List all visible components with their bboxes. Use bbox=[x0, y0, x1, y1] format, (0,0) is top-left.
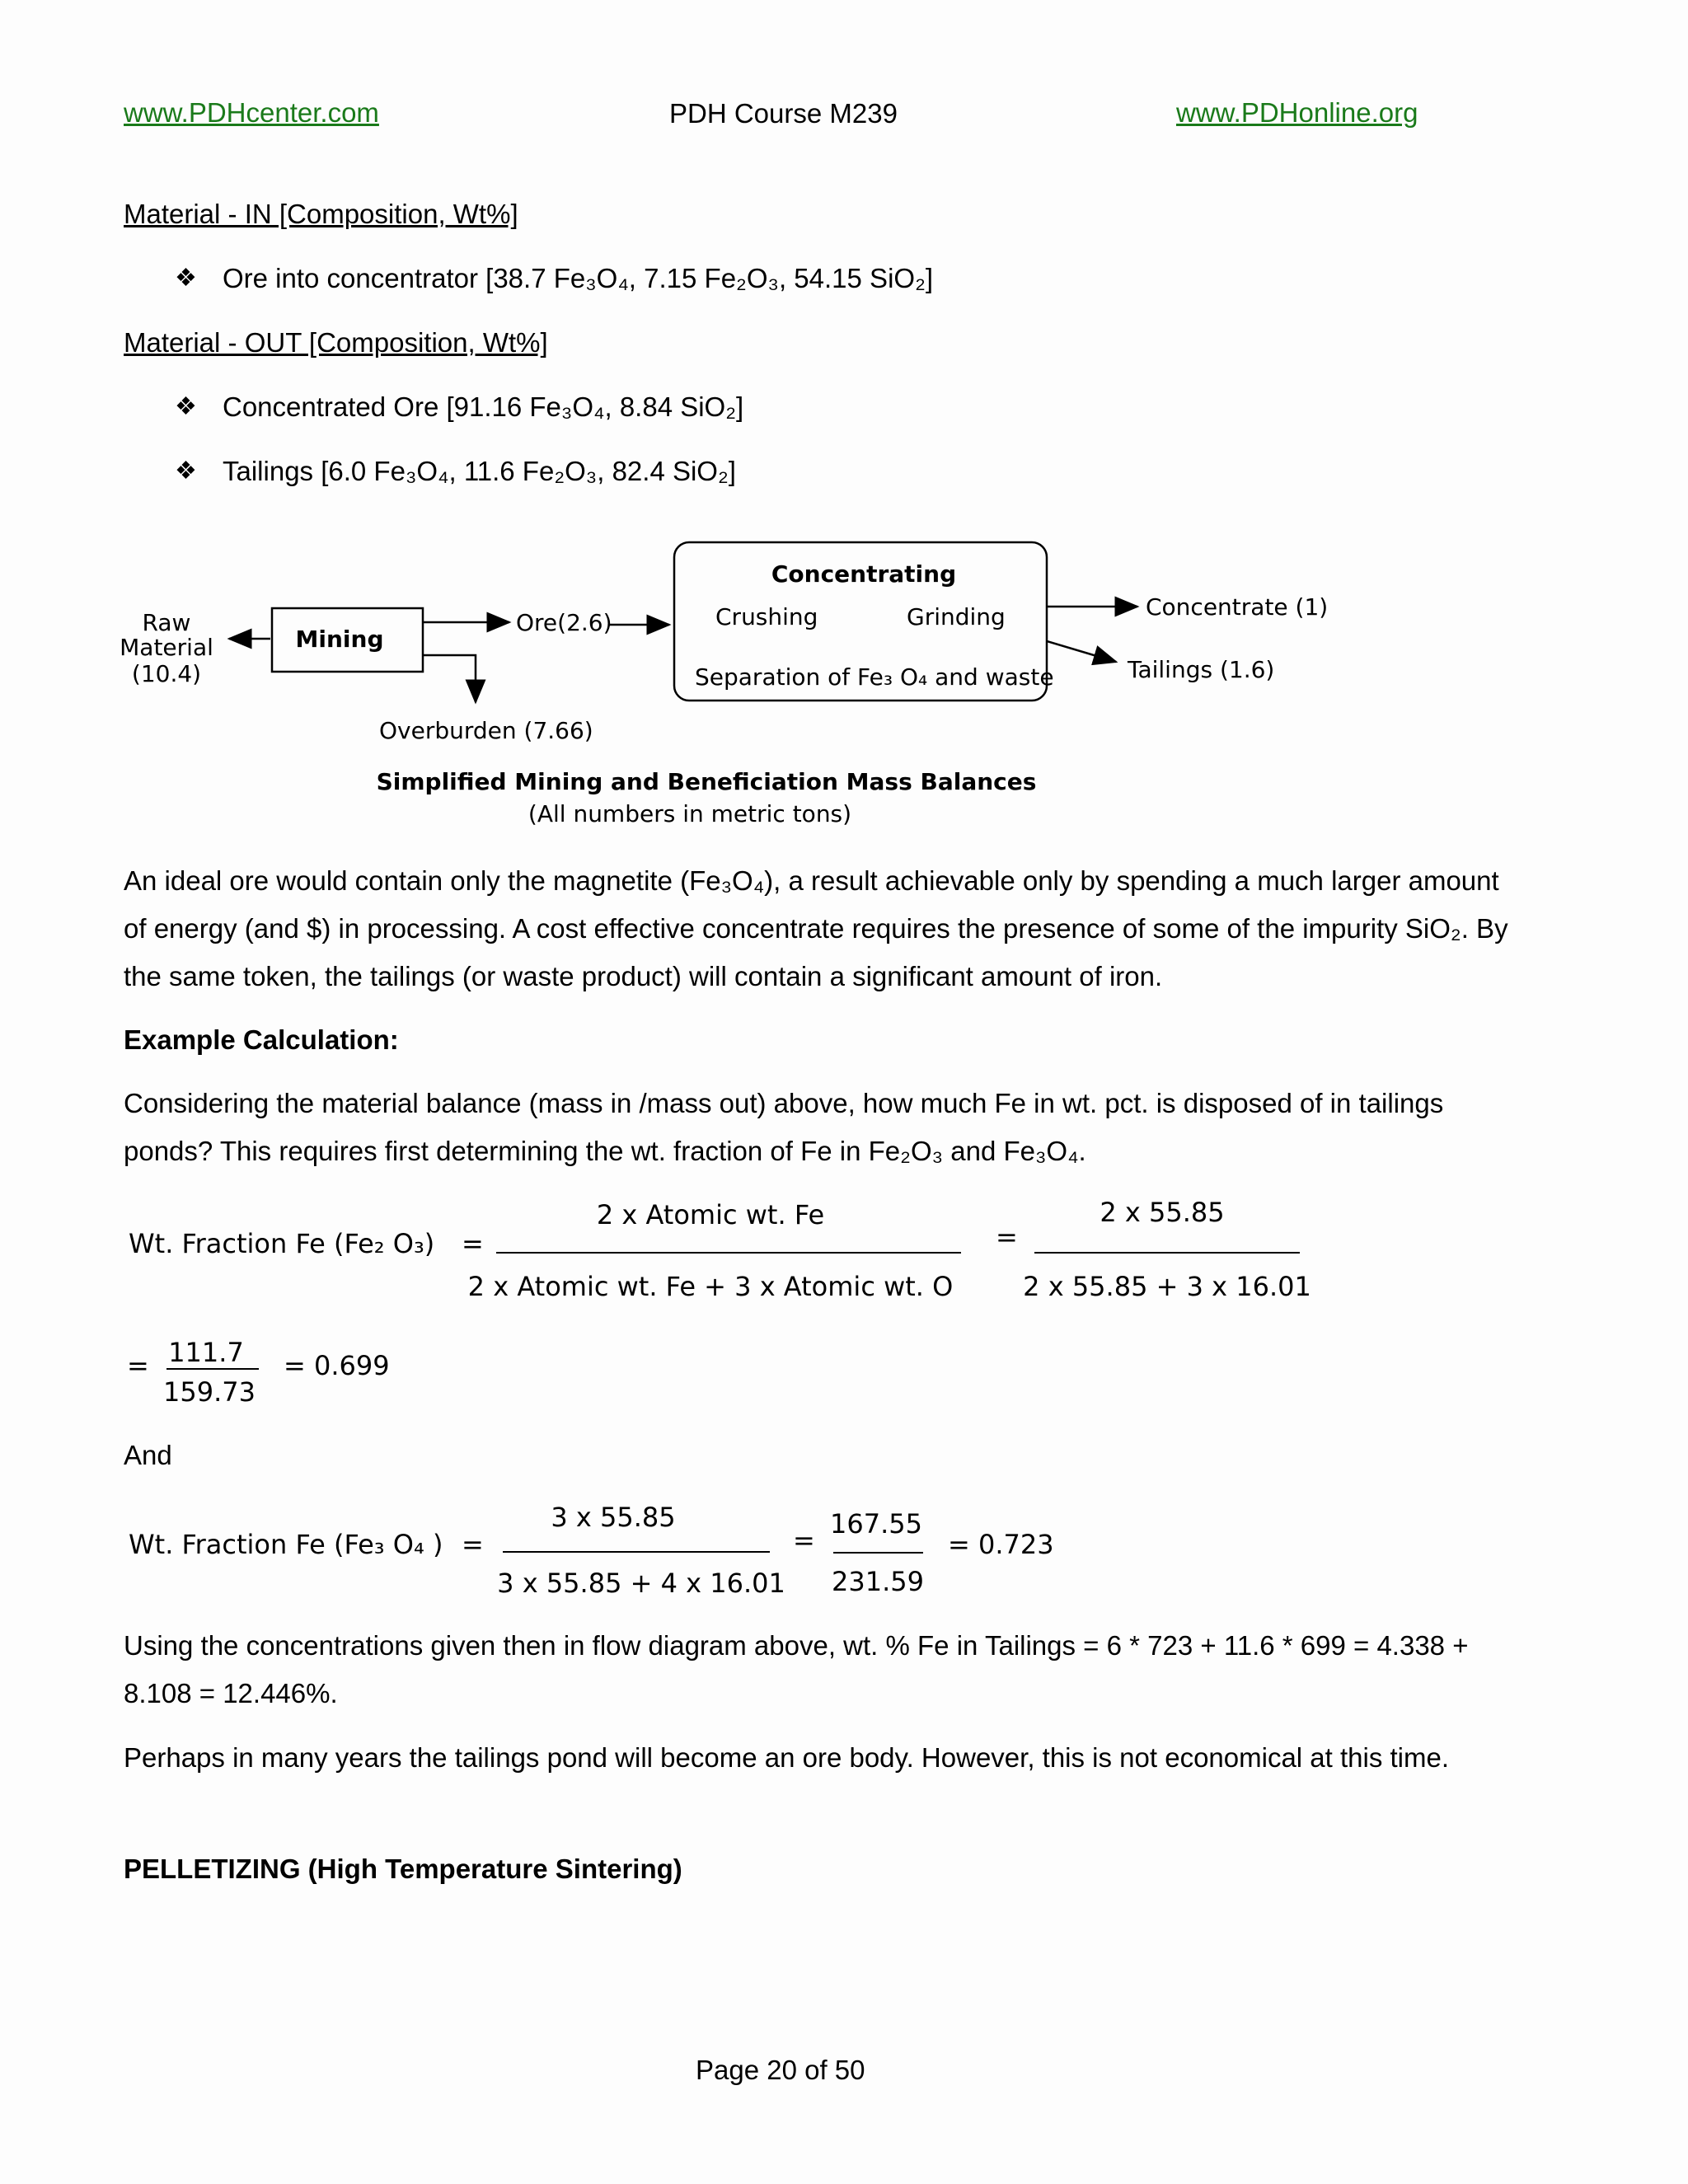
raw-material-value: (10.4) bbox=[131, 660, 202, 687]
material-in-heading: Material - IN [Composition, Wt%] bbox=[124, 199, 518, 229]
equals-sign: = bbox=[996, 1221, 1018, 1253]
fraction-numerator: 111.7 bbox=[168, 1337, 244, 1368]
equation-result: = 0.723 bbox=[948, 1529, 1054, 1560]
figure-subcaption: (All numbers in metric tons) bbox=[528, 800, 852, 827]
bullet-icon: ❖ bbox=[175, 393, 197, 420]
raw-material-label: Material bbox=[120, 634, 213, 661]
paragraph: Perhaps in many years the tailings pond will become an ore body. However, this is not economical at this time. bbox=[124, 1742, 1450, 1773]
and-text: And bbox=[124, 1440, 172, 1470]
ore-label: Ore(2.6) bbox=[516, 609, 612, 636]
grinding-label: Grinding bbox=[907, 603, 1006, 630]
example-heading: Example Calculation: bbox=[124, 1024, 399, 1055]
equals-sign: = bbox=[127, 1350, 149, 1381]
equation-fe3o4 bbox=[0, 1500, 1688, 1615]
pelletizing-heading: PELLETIZING (High Temperature Sintering) bbox=[124, 1854, 682, 1884]
material-out-item: Tailings [6.0 Fe₃O₄, 11.6 Fe₂O₃, 82.4 SiO₂] bbox=[223, 456, 736, 486]
equation-result: = 0.699 bbox=[284, 1350, 390, 1381]
material-out-item: Concentrated Ore [91.16 Fe₃O₄, 8.84 SiO₂] bbox=[223, 391, 744, 422]
fraction-denominator: 231.59 bbox=[832, 1566, 924, 1597]
material-in-item: Ore into concentrator [38.7 Fe₃O₄, 7.15 Fe₂O₃, 54.15 SiO₂] bbox=[223, 263, 934, 293]
bullet-icon: ❖ bbox=[175, 265, 197, 292]
equals-sign: = bbox=[462, 1529, 484, 1560]
fraction-denominator: 159.73 bbox=[163, 1376, 256, 1408]
material-out-heading: Material - OUT [Composition, Wt%] bbox=[124, 327, 548, 358]
fraction-numerator: 167.55 bbox=[830, 1508, 922, 1540]
fraction-numerator: 2 x Atomic wt. Fe bbox=[596, 1199, 825, 1230]
arrow bbox=[1047, 641, 1116, 662]
fraction-denominator: 2 x Atomic wt. Fe + 3 x Atomic wt. O bbox=[467, 1271, 954, 1302]
arrow bbox=[423, 655, 476, 702]
equation-lhs: Wt. Fraction Fe (Fe₃ O₄ ) bbox=[129, 1529, 443, 1560]
crushing-label: Crushing bbox=[715, 603, 818, 630]
equation-fe2o3 bbox=[0, 1187, 1688, 1418]
header-left-link[interactable]: www.PDHcenter.com bbox=[124, 97, 379, 128]
fraction-numerator: 3 x 55.85 bbox=[551, 1502, 676, 1533]
fraction-denominator: 3 x 55.85 + 4 x 16.01 bbox=[497, 1568, 785, 1599]
fraction-numerator: 2 x 55.85 bbox=[1100, 1197, 1225, 1228]
overburden-label: Overburden (7.66) bbox=[379, 717, 593, 744]
page-number: Page 20 of 50 bbox=[696, 2055, 865, 2085]
equals-sign: = bbox=[462, 1228, 484, 1259]
mass-balance-diagram bbox=[0, 527, 1688, 841]
separation-label: Separation of Fe₃ O₄ and waste bbox=[695, 663, 1054, 691]
bullet-icon: ❖ bbox=[175, 457, 197, 485]
concentrating-label: Concentrating bbox=[771, 560, 957, 588]
tailings-label: Tailings (1.6) bbox=[1128, 656, 1275, 683]
fraction-denominator: 2 x 55.85 + 3 x 16.01 bbox=[1023, 1271, 1311, 1302]
equation-lhs: Wt. Fraction Fe (Fe₂ O₃) bbox=[129, 1228, 435, 1259]
course-title: PDH Course M239 bbox=[669, 98, 898, 129]
concentrate-label: Concentrate (1) bbox=[1146, 593, 1329, 621]
figure-caption: Simplified Mining and Beneficiation Mass Balances bbox=[376, 768, 1037, 795]
paragraph: An ideal ore would contain only the magnetite (Fe₃O₄), a result achievable only by spending a much larger amount of energy (and $) in processing. A cost effective concentrate requires the presence of some of the impurity SiO₂. By the same token, the tailings (or waste product) will contain a significant amount of iron. bbox=[124, 865, 1508, 991]
mining-label: Mining bbox=[295, 626, 384, 653]
paragraph: Considering the material balance (mass in /mass out) above, how much Fe in wt. pct. is disposed of in tailings ponds? This requires first determining the wt. fraction of Fe in Fe₂O₃ and Fe₃O₄. bbox=[124, 1088, 1444, 1166]
raw-material-label: Raw bbox=[142, 609, 191, 636]
equals-sign: = bbox=[793, 1525, 815, 1556]
paragraph: Using the concentrations given then in flow diagram above, wt. % Fe in Tailings = 6 * 723 + 11.6 * 699 = 4.338 + 8.108 = 12.446%. bbox=[124, 1630, 1469, 1708]
header-right-link[interactable]: www.PDHonline.org bbox=[1176, 97, 1418, 128]
